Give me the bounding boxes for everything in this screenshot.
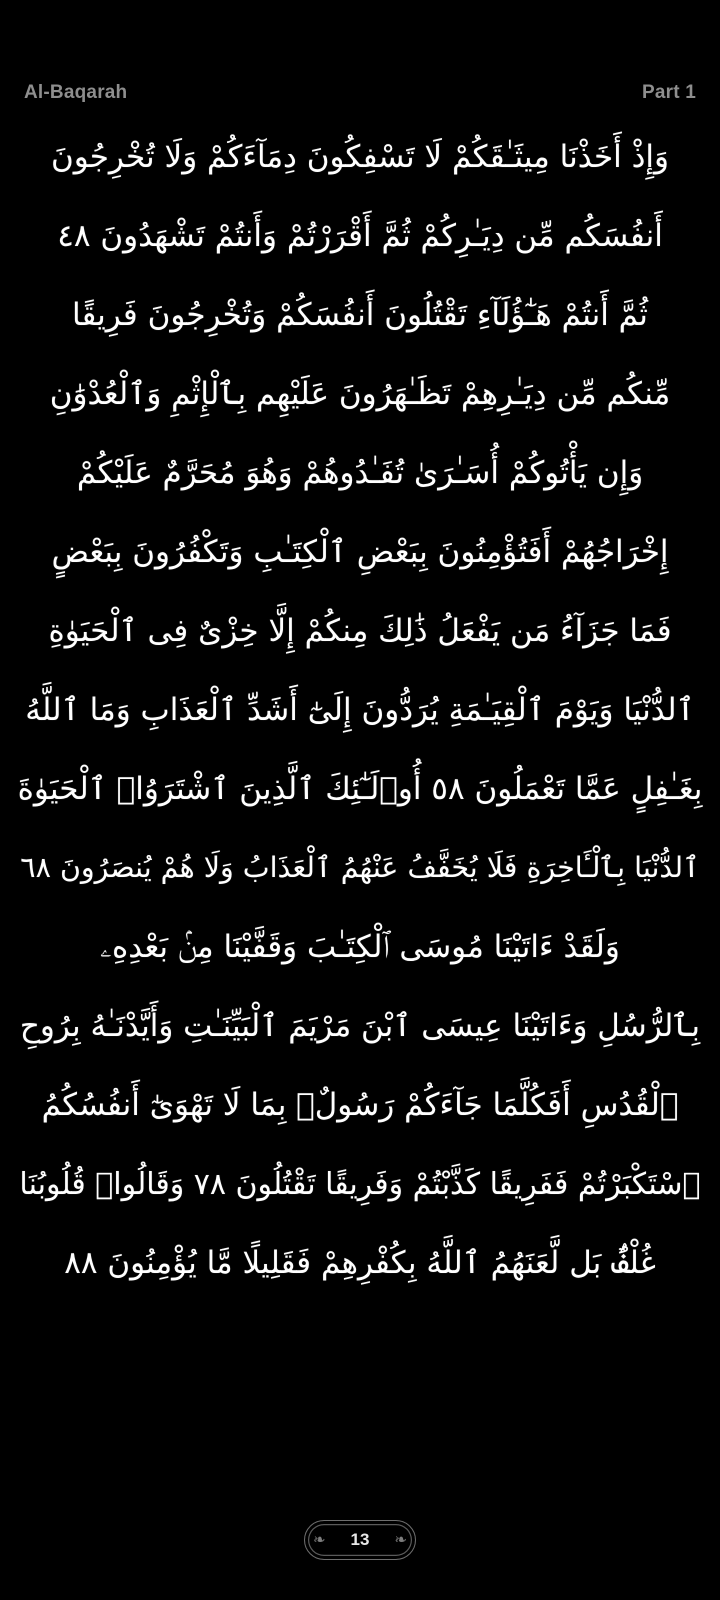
quran-line: أَنفُسَكُم مِّن دِيَـٰرِكُمْ ثُمَّ أَقْرَرْتُمْ وَأَنتُمْ تَشْهَدُونَ ٨٤	[57, 218, 663, 254]
page-footer	[18, 1480, 702, 1600]
quran-line: إِخْرَاجُهُمْ أَفَتُؤْمِنُونَ بِبَعْضِ ٱلْكِتَـٰبِ وَتَكْفُرُونَ بِبَعْضٍ	[51, 534, 669, 570]
quran-line: ثُمَّ أَنتُمْ هَـٰٓؤُلَآءِ تَقْتُلُونَ أَنفُسَكُمْ وَتُخْرِجُونَ فَرِيقًا	[72, 297, 648, 333]
quran-line: وَإِذْ أَخَذْنَا مِيثَـٰقَكُمْ لَا تَسْفِكُونَ دِمَآءَكُمْ وَلَا تُخْرِجُونَ	[50, 139, 670, 175]
quran-line: مِّنكُم مِّن دِيَـٰرِهِمْ تَظَـٰهَرُونَ عَلَيْهِم بِٱلْإِثْمِ وَٱلْعُدْوَٰنِ	[49, 376, 671, 412]
quran-line: بِغَـٰفِلٍ عَمَّا تَعْمَلُونَ ٨٥ أُو۟لَـٰٓئِكَ ٱلَّذِينَ ٱشْتَرَوُا۟ ٱلْحَيَوٰةَ	[17, 771, 703, 807]
ornament-right-icon: ❧	[394, 1530, 407, 1549]
part-label: Part 1	[641, 82, 696, 103]
quran-line: ٱسْتَكْبَرْتُمْ فَفَرِيقًا كَذَّبْتُمْ وَفَرِيقًا تَقْتُلُونَ ٨٧ وَقَالُوا۟ قُلُوبُنَا	[19, 1166, 701, 1202]
quran-line: غُلْفٌۢ بَل لَّعَنَهُمُ ٱللَّهُ بِكُفْرِهِمْ فَقَلِيلًا مَّا يُؤْمِنُونَ ٨٨	[64, 1245, 656, 1281]
quran-line: بِٱلرُّسُلِ وَءَاتَيْنَا عِيسَى ٱبْنَ مَرْيَمَ ٱلْبَيِّنَـٰتِ وَأَيَّدْنَـٰهُ بِرُوحِ	[19, 1008, 701, 1044]
quran-line: وَإِن يَأْتُوكُمْ أُسَـٰرَىٰ تُفَـٰدُوهُمْ وَهُوَ مُحَرَّمٌ عَلَيْكُمْ	[76, 455, 644, 491]
quran-line: ٱلْقُدُسِ أَفَكُلَّمَا جَآءَكُمْ رَسُولٌۢ بِمَا لَا تَهْوَىٰٓ أَنفُسُكُمُ	[41, 1087, 679, 1123]
quran-line: فَمَا جَزَآءُ مَن يَفْعَلُ ذَٰلِكَ مِنكُمْ إِلَّا خِزْىٌ فِى ٱلْحَيَوٰةِ	[48, 613, 672, 649]
quran-line: وَلَقَدْ ءَاتَيْنَا مُوسَى ٱلْكِتَـٰبَ وَقَفَّيْنَا مِنۢ بَعْدِهِۦ	[100, 929, 620, 965]
page-number: 13	[350, 1530, 370, 1549]
page-header	[18, 0, 702, 112]
ornament-left-icon: ❧	[313, 1530, 326, 1549]
quran-text-body	[18, 112, 702, 1480]
surah-name-label: Al-Baqarah	[24, 82, 128, 103]
quran-line: ٱلدُّنْيَا وَيَوْمَ ٱلْقِيَـٰمَةِ يُرَدُّونَ إِلَىٰٓ أَشَدِّ ٱلْعَذَابِ وَمَا ٱللَّهُ	[25, 692, 695, 728]
page-number-badge	[304, 1520, 416, 1560]
quran-line: ٱلدُّنْيَا بِٱلْـَٔاخِرَةِ فَلَا يُخَفَّفُ عَنْهُمُ ٱلْعَذَابُ وَلَا هُمْ يُنصَرُونَ ٨٦	[20, 851, 700, 885]
